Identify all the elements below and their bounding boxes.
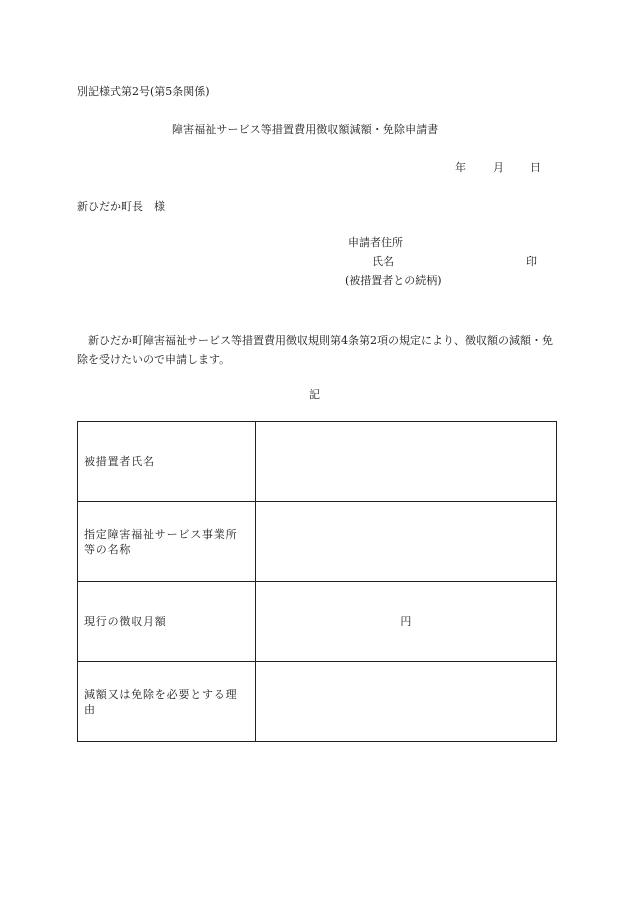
table-row bbox=[78, 502, 557, 582]
beneficiary-name-field[interactable] bbox=[255, 422, 556, 502]
date-day-label: 日 bbox=[530, 161, 541, 174]
facility-name-field[interactable] bbox=[255, 502, 556, 582]
date-month-label: 月 bbox=[493, 161, 504, 174]
reason-field[interactable] bbox=[255, 662, 556, 742]
monthly-amount-field[interactable]: 円 bbox=[255, 582, 556, 662]
relation-label: (被措置者との続柄) bbox=[345, 274, 442, 287]
table-row bbox=[78, 582, 557, 662]
row-label-beneficiary-name: 被措置者氏名 bbox=[78, 422, 256, 502]
row-label-reason: 減額又は免除を必要とする理由 bbox=[78, 662, 256, 742]
seal-label: 印 bbox=[526, 255, 537, 268]
ki-heading: 記 bbox=[309, 388, 320, 401]
row-label-monthly-amount: 現行の徴収月額 bbox=[78, 582, 256, 662]
row-label-facility-name: 指定障害福祉サービス事業所等の名称 bbox=[78, 502, 256, 582]
document-title: 障害福祉サービス等措置費用徴収額減額・免除申請書 bbox=[172, 123, 439, 136]
table-row bbox=[78, 422, 557, 502]
applicant-name-label: 氏名 bbox=[372, 255, 394, 268]
applicant-address-label: 申請者住所 bbox=[348, 236, 403, 249]
application-statement: 新ひだか町障害福祉サービス等措置費用徴収規則第4条第2項の規定により、徴収額の減額・免除を受けたいので申請します。 bbox=[77, 334, 553, 366]
addressee: 新ひだか町長 様 bbox=[77, 200, 165, 213]
form-number: 別記様式第2号(第5条関係) bbox=[77, 85, 210, 98]
application-details-table bbox=[77, 421, 557, 742]
table-row bbox=[78, 662, 557, 742]
date-year-label: 年 bbox=[455, 161, 466, 174]
